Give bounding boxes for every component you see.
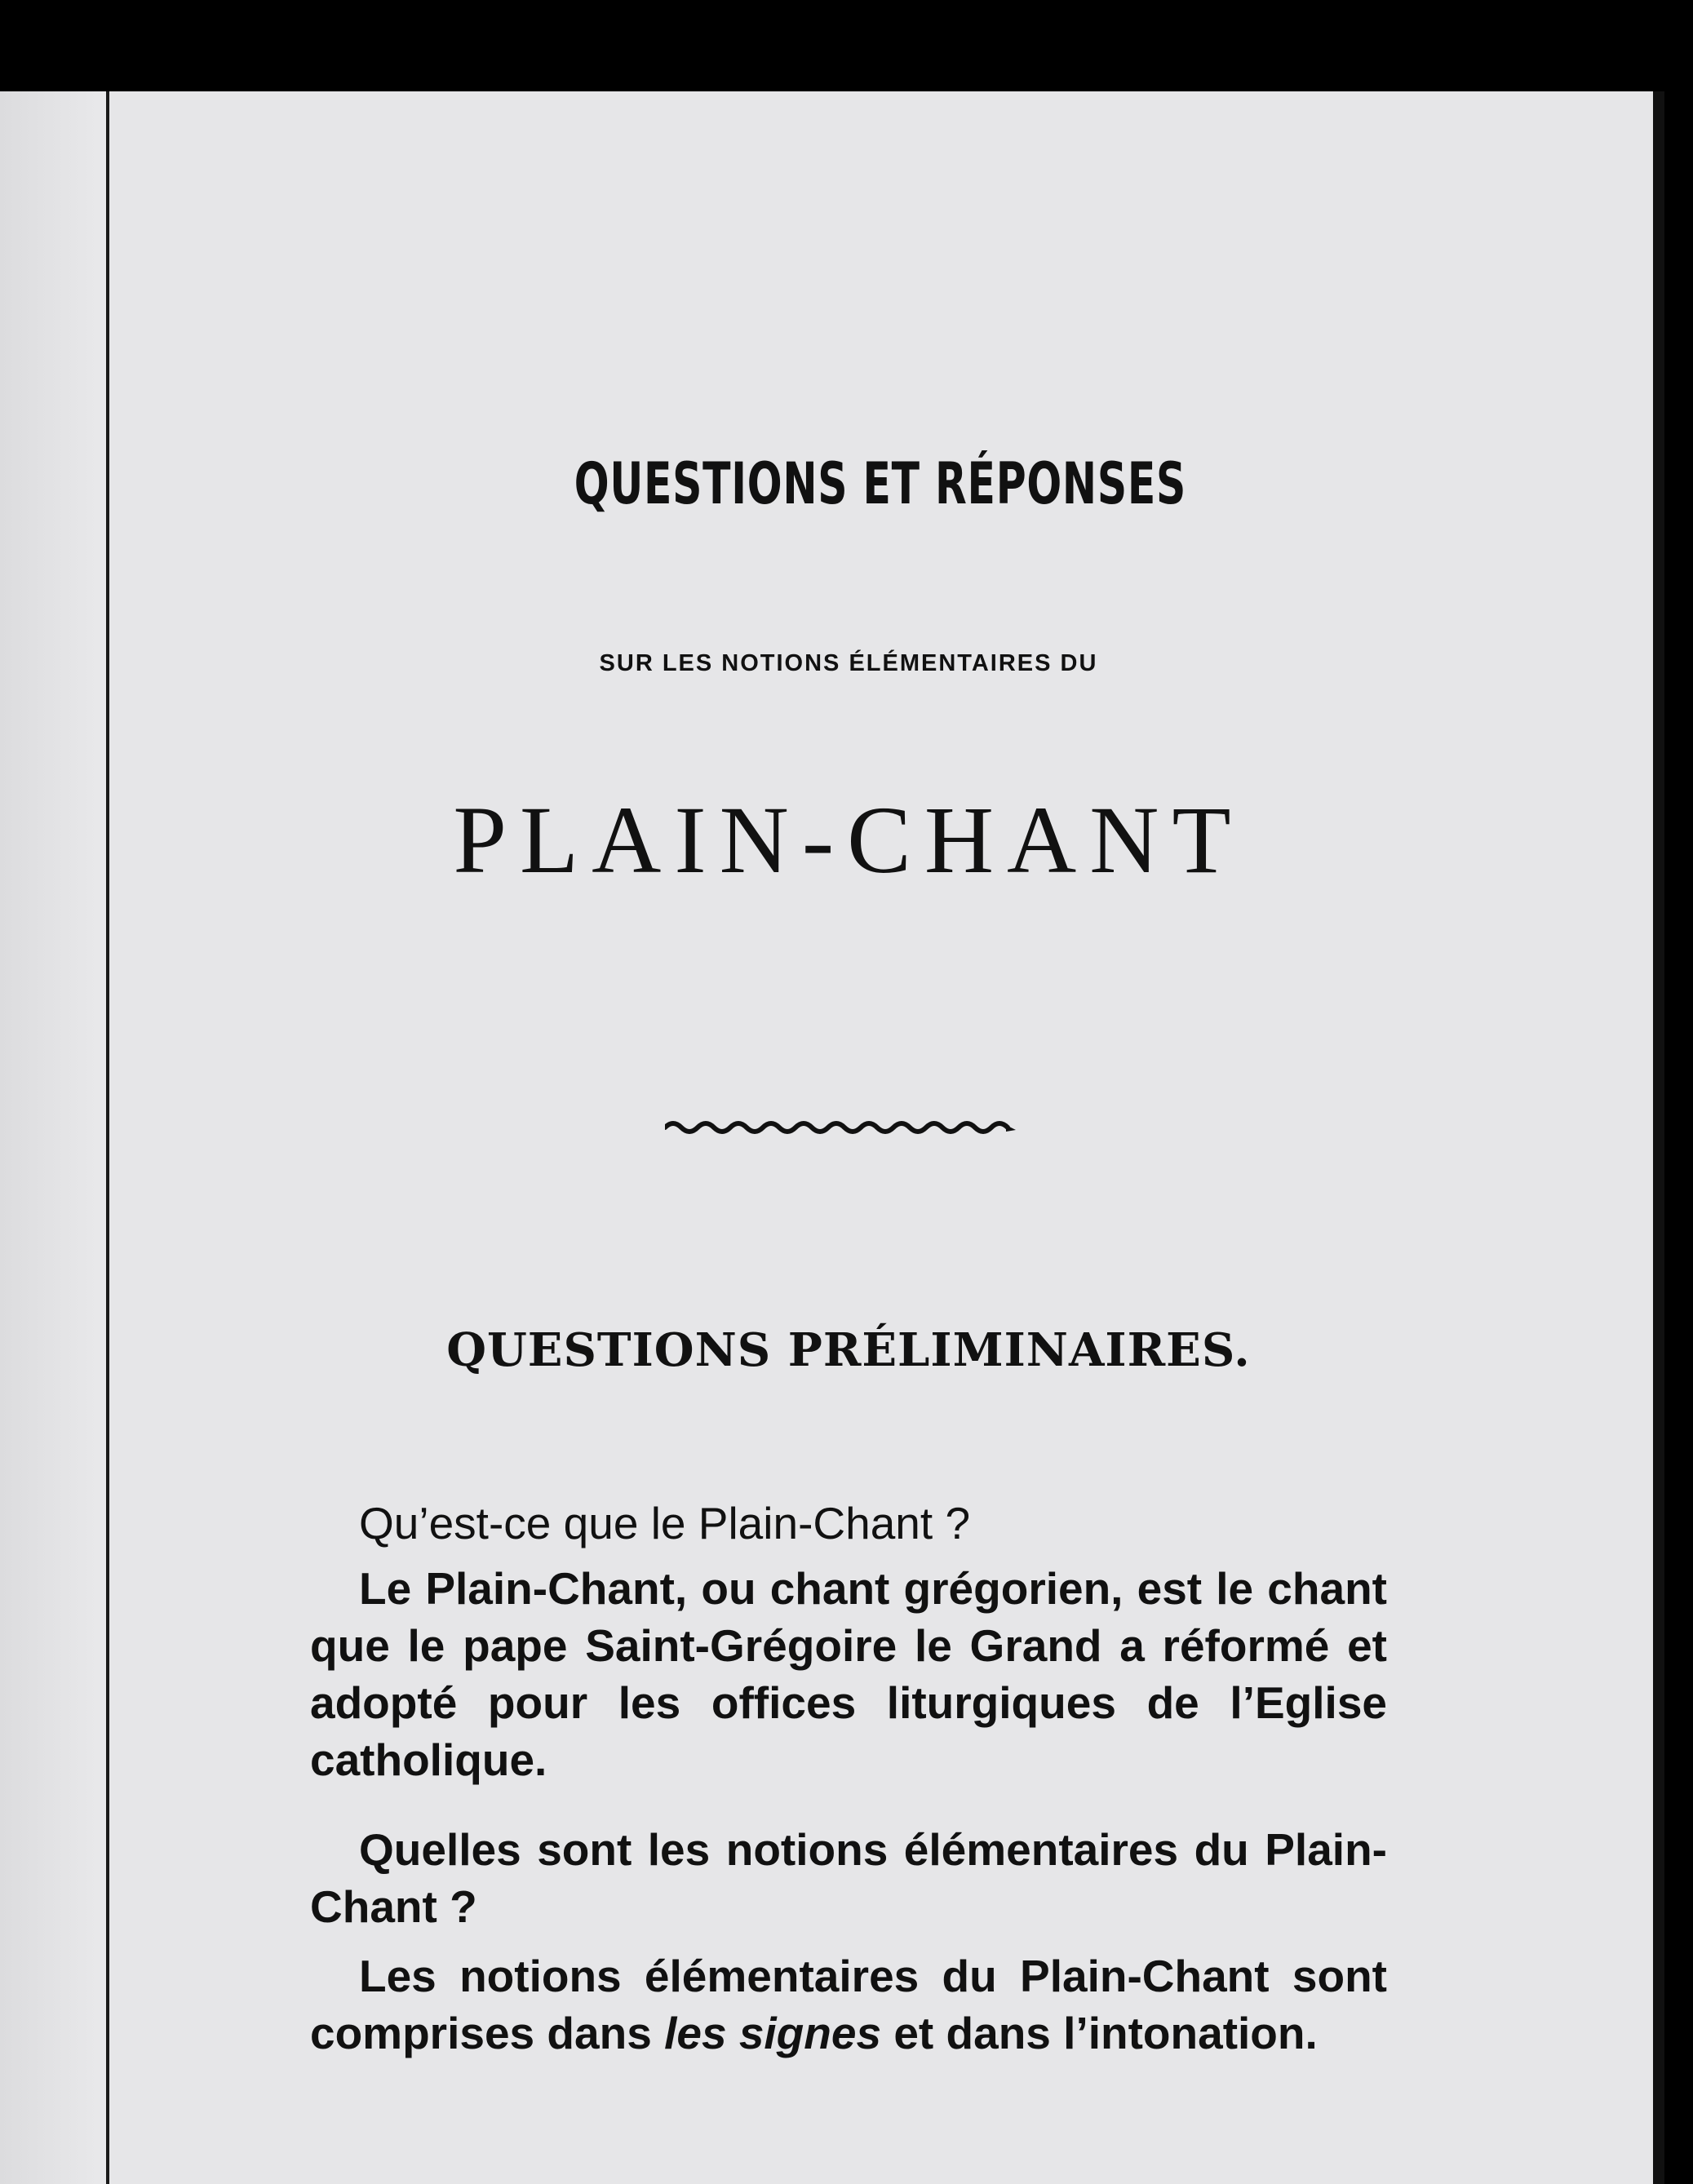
answer-1-text: Le Plain-Chant, ou chant grégorien, est le chant que le pape Saint-Grégoire le Grand a réformé et adopté pour les offices liturgiques de l’Eglise catholique. [310,1563,1387,1785]
answer-2 [310,1947,1387,2062]
answer-2-text [310,1947,1387,2062]
book-page [0,91,1664,2184]
page-title: QUESTIONS ET RÉPONSES [574,450,1187,517]
answer-2-part2: et dans l’intonation. [881,2008,1318,2058]
question-1-text: Qu’est-ce que le Plain-Chant ? [359,1498,971,1548]
page-right-edge [1653,91,1664,2184]
section-heading: QUESTIONS PRÉLIMINAIRES. [446,1323,1251,1377]
question-1 [310,1495,1387,1552]
question-2 [310,1821,1387,1935]
question-2-text: Quelles sont les notions élémentaires du Plain-Chant ? [310,1824,1387,1932]
page-spine-line [106,91,109,2184]
wavy-divider-ornament [665,1115,1016,1140]
main-heading: PLAIN-CHANT [453,786,1244,893]
answer-1 [310,1560,1387,1788]
facing-page-edge [0,91,106,2184]
answer-2-part1: Les notions élémentaires du Plain-Chant sont comprises dans [310,1951,1387,2058]
page-subtitle: SUR LES NOTIONS ÉLÉMENTAIRES DU [599,650,1098,676]
answer-2-italic: les signes [664,2008,882,2058]
